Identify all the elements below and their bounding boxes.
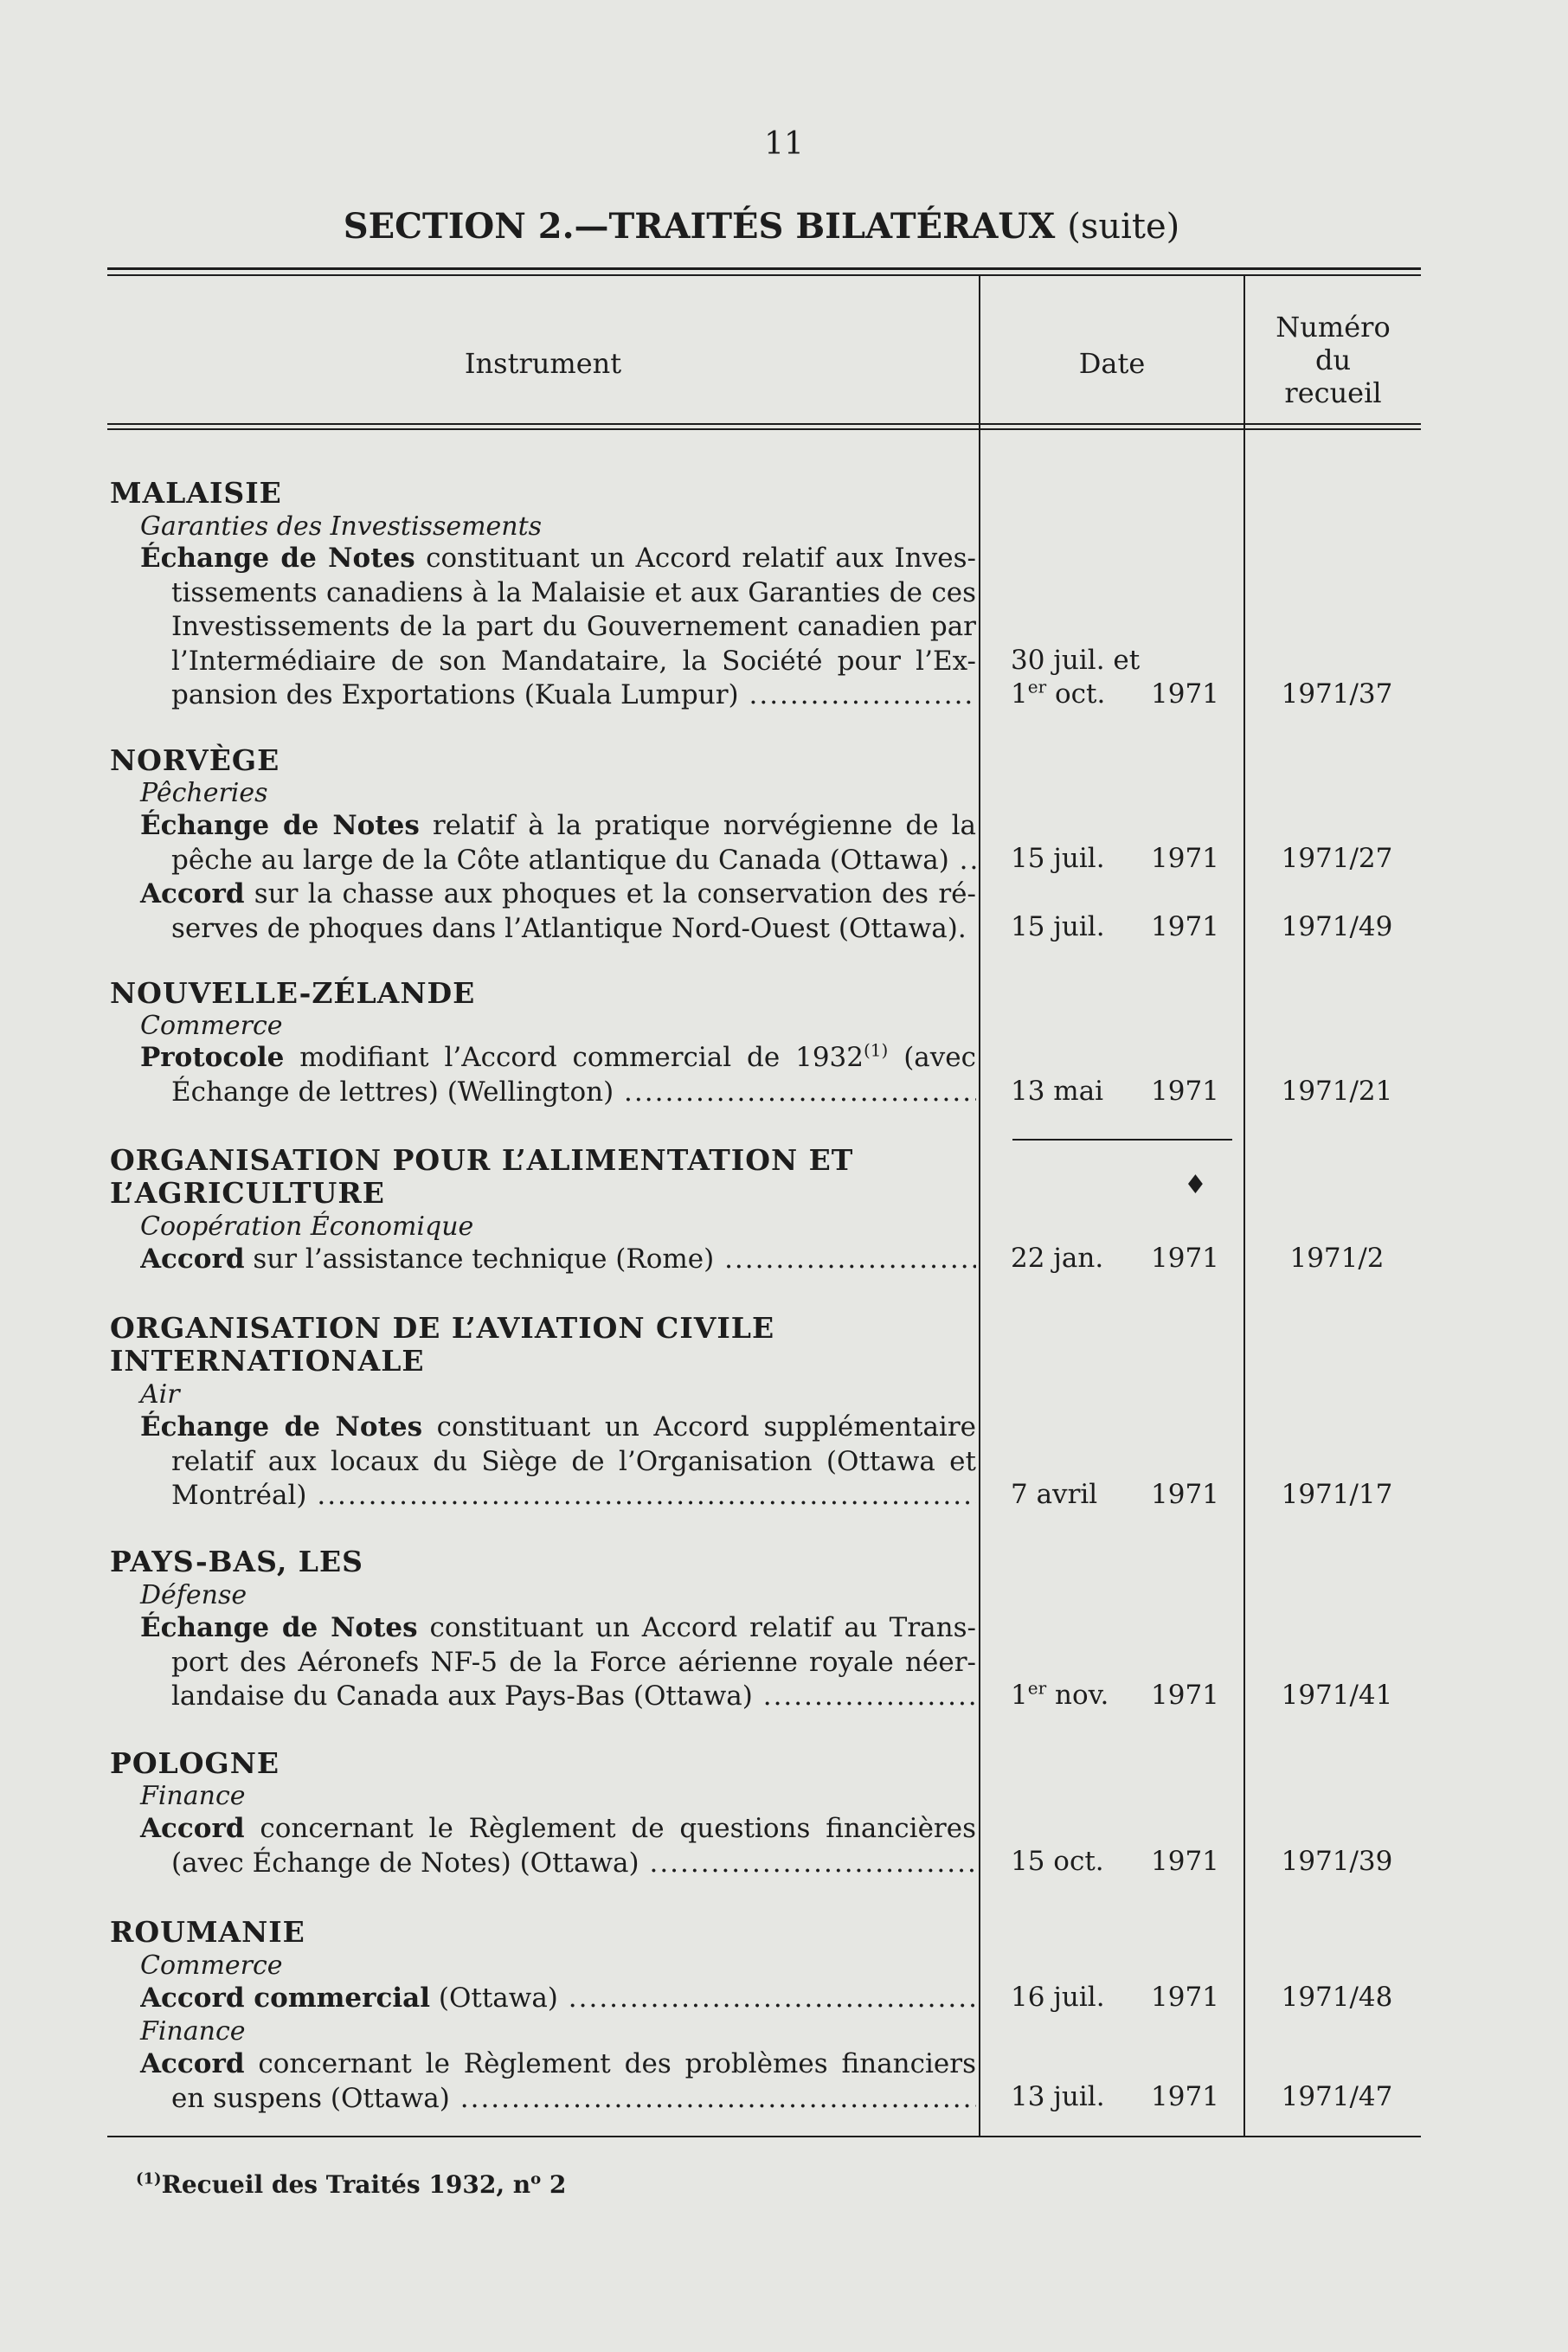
header-numero-line-3: recueil xyxy=(1284,376,1382,409)
entry-text: constituant un Accord supplémentaire xyxy=(436,1411,976,1443)
entry-keyword: Accord xyxy=(140,878,245,909)
entry-text: l’Intermédiaire de son Mandataire, la Société pour l’Ex- xyxy=(171,645,976,677)
subject-pays-bas: Défense xyxy=(140,1580,247,1610)
entry-keyword: Accord xyxy=(140,1243,245,1275)
entry-text: constituant un Accord relatif aux Inves- xyxy=(426,543,977,574)
treaty-roumanie-2: 1971/47 xyxy=(1281,2081,1393,2112)
date-roumanie-1: 16 juil. xyxy=(1011,1982,1105,2013)
entry-pologne xyxy=(140,1812,976,1880)
subject-norvege: Pêcheries xyxy=(140,778,268,808)
country-nouvelle-zelande: NOUVELLE-ZÉLANDE xyxy=(110,976,476,1010)
treaty-norvege-2: 1971/49 xyxy=(1281,911,1393,942)
treaty-norvege-1: 1971/27 xyxy=(1281,843,1393,874)
country-pologne: POLOGNE xyxy=(110,1746,280,1780)
date-malaisie-2: 1er oct. xyxy=(1011,676,1106,710)
country-oaci: ORGANISATION DE L’AVIATION CIVILE INTERNATIONALE xyxy=(110,1311,775,1378)
treaty-pays-bas: 1971/41 xyxy=(1281,1680,1393,1711)
entry-keyword: Accord xyxy=(140,2048,245,2079)
entry-text: relatif à la pratique norvégienne de la xyxy=(432,810,977,841)
entry-oaci xyxy=(140,1411,976,1513)
entry-text: pêche au large de la Côte atlantique du Canada (Ottawa) xyxy=(171,844,949,876)
entry-text: port des Aéronefs NF-5 de la Force aérienne royale néer- xyxy=(171,1646,976,1678)
date-nouvelle-zelande: 13 mai xyxy=(1011,1076,1104,1107)
year-roumanie-1: 1971 xyxy=(1151,1982,1219,2013)
entry-text: relatif aux locaux du Siège de l’Organisation (Ottawa et xyxy=(171,1445,976,1477)
section-title xyxy=(0,206,1523,247)
section-title-main: SECTION 2.—TRAITÉS BILATÉRAUX xyxy=(343,206,1056,247)
subject-nouvelle-zelande: Commerce xyxy=(140,1011,283,1041)
year-norvege-2: 1971 xyxy=(1151,911,1219,942)
table-header-rule-2 xyxy=(107,428,1421,430)
entry-keyword: Échange de Notes xyxy=(140,1411,423,1443)
year-fao: 1971 xyxy=(1151,1243,1219,1274)
entry-keyword: Échange de Notes xyxy=(140,810,420,841)
country-fao: ORGANISATION POUR L’ALIMENTATION ET L’AGRICULTURE xyxy=(110,1143,854,1210)
year-malaisie: 1971 xyxy=(1151,678,1219,710)
entry-text: constituant un Accord relatif au Trans- xyxy=(429,1612,976,1643)
year-norvege-1: 1971 xyxy=(1151,843,1219,874)
treaty-oaci: 1971/17 xyxy=(1281,1479,1393,1510)
entry-keyword: Accord commercial xyxy=(140,1982,431,2014)
entry-roumanie-commerce xyxy=(140,1982,976,2016)
entry-pays-bas xyxy=(140,1611,976,1714)
entry-keyword: Échange de Notes xyxy=(140,1612,418,1643)
date-norvege-1: 15 juil. xyxy=(1011,843,1105,874)
entry-norvege-peche xyxy=(140,809,976,877)
subject-roumanie-commerce: Commerce xyxy=(140,1950,283,1981)
country-roumanie: ROUMANIE xyxy=(110,1915,305,1949)
year-pologne: 1971 xyxy=(1151,1846,1219,1877)
column-divider-recueil xyxy=(1243,274,1245,2136)
entry-keyword: Accord xyxy=(140,1813,245,1844)
treaty-roumanie-1: 1971/48 xyxy=(1281,1982,1393,2013)
entry-keyword: Échange de Notes xyxy=(140,543,415,574)
column-divider-date xyxy=(979,274,980,2136)
year-oaci: 1971 xyxy=(1151,1479,1219,1510)
treaty-fao: 1971/2 xyxy=(1289,1243,1385,1274)
date-roumanie-2: 13 juil. xyxy=(1011,2081,1105,2112)
entry-text: (Ottawa) xyxy=(438,1982,558,2014)
date-pologne: 15 oct. xyxy=(1011,1846,1104,1877)
year-roumanie-2: 1971 xyxy=(1151,2081,1219,2112)
year-nouvelle-zelande: 1971 xyxy=(1151,1076,1219,1107)
country-norvege: NORVÈGE xyxy=(110,743,280,777)
entry-text: tissements canadiens à la Malaisie et aux Garanties de ces xyxy=(171,576,976,608)
entry-text: en suspens (Ottawa) xyxy=(171,2082,450,2114)
subject-roumanie-finance: Finance xyxy=(140,2016,246,2047)
entry-roumanie-finance xyxy=(140,2047,976,2116)
entry-nouvelle-zelande: Protocole modifiant l’Accord commercial de 1932$^{(1)}$ (avec Échange de lettres) (Wellington) ..... xyxy=(140,1041,976,1109)
header-numero-line-1: Numéro xyxy=(1276,311,1391,344)
entry-text: concernant le Règlement des problèmes financiers xyxy=(258,2048,976,2079)
section-title-suite: (suite) xyxy=(1067,207,1180,247)
mark: ♦ xyxy=(1184,1170,1207,1200)
table-bottom-rule xyxy=(107,2136,1421,2137)
entry-text: Échange de lettres) (Wellington) xyxy=(171,1076,614,1108)
date-fao: 22 jan. xyxy=(1011,1243,1104,1274)
country-pays-bas: PAYS-BAS, LES xyxy=(110,1545,363,1578)
country-malaisie: MALAISIE xyxy=(110,476,282,510)
entry-text: serves de phoques dans l’Atlantique Nord-Ouest (Ottawa). xyxy=(171,912,967,944)
entry-text: (avec Échange de Notes) (Ottawa) xyxy=(171,1847,639,1879)
subject-pologne: Finance xyxy=(140,1781,246,1811)
table-top-rule-2 xyxy=(107,274,1421,276)
header-numero xyxy=(1245,311,1421,409)
subject-oaci: Air xyxy=(140,1379,180,1410)
treaty-pologne: 1971/39 xyxy=(1281,1846,1393,1877)
date-pays-bas: 1er nov. xyxy=(1011,1677,1109,1711)
short-rule xyxy=(1012,1139,1232,1141)
date-oaci: 7 avril xyxy=(1011,1479,1098,1510)
entry-text: sur l’assistance technique (Rome) xyxy=(253,1243,715,1275)
subject-malaisie: Garanties des Investissements xyxy=(140,511,543,542)
treaty-malaisie: 1971/37 xyxy=(1281,678,1393,710)
entry-text: modifiant l’Accord commercial de 1932 xyxy=(299,1042,864,1073)
date-norvege-2: 15 juil. xyxy=(1011,911,1105,942)
table-top-rule xyxy=(107,267,1421,270)
entry-malaisie xyxy=(140,542,976,713)
entry-text: sur la chasse aux phoques et la conservation des ré- xyxy=(254,878,976,909)
header-date: Date xyxy=(1078,347,1146,380)
page-number: 11 xyxy=(764,126,804,162)
subject-fao: Coopération Économique xyxy=(140,1211,474,1242)
entry-text: concernant le Règlement de questions financières xyxy=(260,1813,976,1844)
entry-text: landaise du Canada aux Pays-Bas (Ottawa) xyxy=(171,1680,753,1712)
year-pays-bas: 1971 xyxy=(1151,1680,1219,1711)
entry-text: pansion des Exportations (Kuala Lumpur) xyxy=(171,679,739,710)
header-numero-line-2: du xyxy=(1314,344,1352,376)
footnote: $^{(1)}$Recueil des Traités 1932, $n^o$ 2 xyxy=(136,2169,567,2199)
entry-text: Investissements de la part du Gouvernement canadien par xyxy=(171,611,976,642)
header-instrument: Instrument xyxy=(464,347,622,380)
entry-text: Montréal) xyxy=(171,1480,307,1511)
table-header-rule xyxy=(107,423,1421,425)
entry-keyword: Protocole xyxy=(140,1042,285,1073)
date-malaisie-1: 30 juil. et xyxy=(1011,645,1141,676)
treaty-nouvelle-zelande: 1971/21 xyxy=(1281,1076,1393,1107)
entry-norvege-phoques xyxy=(140,877,976,946)
entry-fao xyxy=(140,1243,976,1277)
